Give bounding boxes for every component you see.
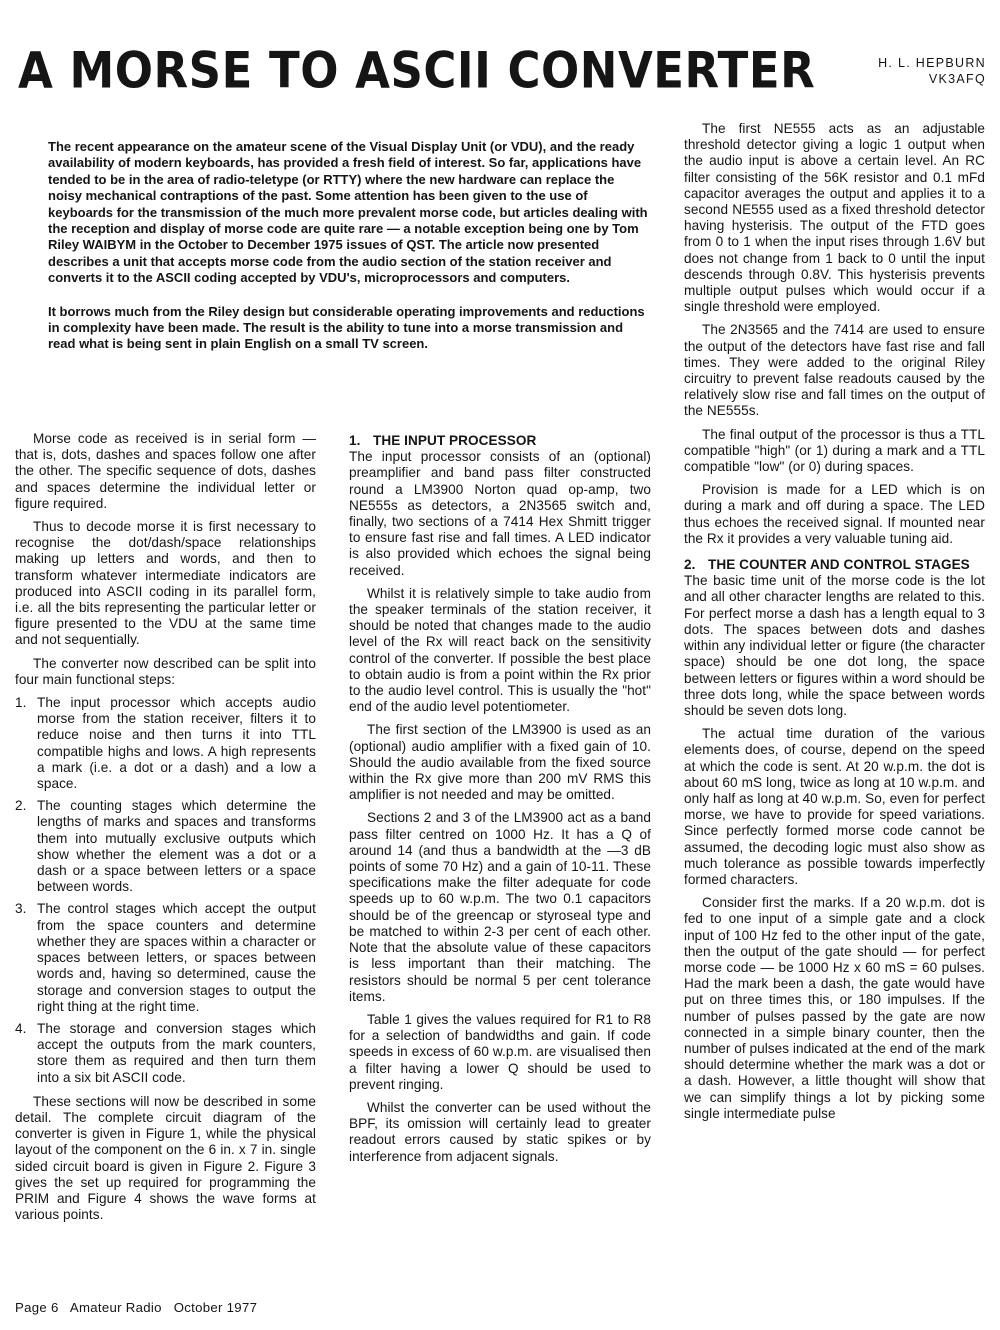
column-1 bbox=[15, 431, 316, 1230]
body-paragraph: Consider first the marks. If a 20 w.p.m. dot is fed to one input of a simple gate and a clock input of 100 Hz fed to the other input of the gate, then the output of the gate should — for perfect morse code — be 1000 Hz x 60 mS = 60 pulses. Had the mark been a dash, the gate would have put on three times this, or 180 impulses. If the number of pulses passed by the gate are now connected in a simple binary counter, then the number of pulses indicated at the end of the mark should determine whether the mark was a dot or a dash. However, a little thought will show that we can simplify things a lot by picking some single intermediate pulse bbox=[684, 895, 985, 1121]
byline bbox=[878, 55, 986, 87]
section-number: 1. bbox=[349, 433, 361, 448]
abstract bbox=[48, 139, 648, 370]
list-item-number: 1. bbox=[15, 695, 27, 711]
section-number: 2. bbox=[684, 557, 696, 573]
issue-date: October 1977 bbox=[173, 1300, 258, 1315]
author-callsign: VK3AFQ bbox=[928, 72, 986, 86]
body-paragraph: The actual time duration of the various elements does, of course, depend on the speed at which the code is sent. At 20 w.p.m. the dot is about 60 mS long, twice as long at 10 w.p.m. and only half as long at 40 w.p.m. So, even for perfect morse, we have to provide for speed variations. Since perfectly formed morse code cannot be assumed, the decoding logic must also show as much tolerance as possible towards imperfectly formed characters. bbox=[684, 726, 985, 887]
body-paragraph: The basic time unit of the morse code is the lot and all other character lengths are related to this. For perfect morse a dash has a length equal to 3 dots. The spaces between dots and dashes within any individual letter or figure (the character space) should be one dot long, the space between letters or figures within a word should be three dots long, while the space between words should be seven dots long. bbox=[684, 573, 985, 718]
body-paragraph: The first section of the LM3900 is used as an (optional) audio amplifier with a fixed gain of 10. Should the audio available from the fixed source within the Rx give more than 200 mV RMS this amplifier is not needed and may be omitted. bbox=[349, 722, 651, 803]
list-item-text: The counting stages which determine the lengths of marks and spaces and transforms them into mutually exclusive outputs which show whether the element was a dot or a dash or a space between letters or a space between words. bbox=[37, 798, 316, 895]
abstract-paragraph: The recent appearance on the amateur scene of the Visual Display Unit (or VDU), and the ready availability of modern keyboards, has provided a fresh field of interest. So far, applications have tended to be in the area of radio-teletype (or RTTY) where the new hardware can replace the noisy mechanical contraptions of the past. Some attention has been given to the use of keyboards for the transmission of the much more prevalent morse code, but articles dealing with the reception and display of morse code are quite rare — a notable exception being one by Tom Riley WAIBYM in the October to December 1975 issues of QST. The article now presented describes a unit that accepts morse code from the audio section of the station receiver and converts it to the ASCII coding accepted by VDU's, microprocessors and computers. bbox=[48, 139, 648, 286]
body-paragraph: Thus to decode morse it is first necessary to recognise the dot/dash/space relationships making up letters and words, and then to transform whatever intermediate indicators are produced into ASCII coding in its parallel form, i.e. all the bits representing the particular letter or figure presented to the VDU at the same time and not sequentially. bbox=[15, 519, 316, 648]
abstract-paragraph: It borrows much from the Riley design but considerable operating improvements and reductions in complexity have been made. The result is the ability to tune into a morse transmission and read what is being sent in plain English on a small TV screen. bbox=[48, 303, 645, 352]
list-item-text: The input processor which accepts audio morse from the station receiver, filters it to reduce noise and then turns it into TTL compatible highs and lows. A high represents a mark (i.e. a dot or a dash) and a low a space. bbox=[37, 695, 316, 792]
page-number: Page 6 bbox=[15, 1300, 59, 1315]
body-paragraph: Provision is made for a LED which is on during a mark and off during a space. The LED thus echoes the received signal. If mounted near the Rx it provides a very valuable tuning aid. bbox=[684, 482, 985, 546]
list-item bbox=[15, 1021, 316, 1086]
author-name: H. L. HEPBURN bbox=[878, 56, 986, 70]
section-title: THE INPUT PROCESSOR bbox=[373, 433, 537, 448]
list-item-number: 2. bbox=[15, 798, 27, 814]
column-2 bbox=[349, 433, 651, 1172]
article-title: A MORSE TO ASCII CONVERTER bbox=[18, 41, 816, 100]
page-footer bbox=[15, 1300, 265, 1315]
body-paragraph: These sections will now be described in some detail. The complete circuit diagram of the converter is given in Figure 1, while the physical layout of the component on the 6 in. x 7 in. single sided circuit board is given in Figure 2. Figure 3 gives the set up required for programming the PRIM and Figure 4 shows the wave forms at various points. bbox=[15, 1093, 316, 1223]
list-item-number: 3. bbox=[15, 901, 27, 917]
functional-steps-list bbox=[15, 695, 316, 1086]
magazine-name: Amateur Radio bbox=[69, 1300, 162, 1315]
body-paragraph: Whilst the converter can be used without the BPF, its omission will certainly lead to greater readout errors caused by static spikes or by interference from adjacent signals. bbox=[349, 1099, 651, 1164]
list-item-text: The control stages which accept the output from the space counters and determine whether they are spaces within a character or spaces between letters, or spaces between words and, having so determined, cause the storage and conversion stages to output the right thing at the right time. bbox=[37, 901, 316, 1014]
section-heading bbox=[349, 433, 651, 449]
column-3 bbox=[684, 121, 985, 1129]
list-item bbox=[15, 695, 316, 792]
body-paragraph: Whilst it is relatively simple to take audio from the speaker terminals of the station receiver, it should be noted that changes made to the audio level of the Rx will react back on the sensitivity control of the converter. If possible the best place to obtain audio is from a point within the Rx prior to the audio level control. This is usually the "hot" end of the audio level potentiometer. bbox=[349, 585, 651, 715]
section-title: THE COUNTER AND CONTROL STAGES bbox=[708, 557, 970, 573]
body-paragraph: The final output of the processor is thus a TTL compatible "high" (or 1) during a mark and a TTL compatible "low" (or 0) during spaces. bbox=[684, 426, 985, 475]
body-paragraph: Sections 2 and 3 of the LM3900 act as a band pass filter centred on 1000 Hz. It has a Q of around 14 (and thus a bandwidth at the —3 dB points of some 70 Hz) and a gain of 10-11. These specifications make the filter adequate for code speeds up to 60 w.p.m. The two 0.1 capacitors should be of the greencap or styroseal type and be matched to within 2-3 per cent of each other. Note that the absolute value of these capacitors is less important than their matching. The resistors should be normal 5 per cent tolerance items. bbox=[349, 810, 651, 1004]
body-paragraph: The 2N3565 and the 7414 are used to ensure the output of the detectors have fast rise and fall times. They were added to the original Riley circuitry to prevent false readouts caused by the relatively slow rise and fall times on the output of the NE555s. bbox=[684, 322, 985, 419]
body-paragraph: Morse code as received is in serial form — that is, dots, dashes and spaces follow one after the other. The specific sequence of dots, dashes and spaces determine the individual letter or figure required. bbox=[15, 431, 316, 511]
body-paragraph: Table 1 gives the values required for R1 to R8 for a selection of bandwidths and gain. If code speeds in excess of 60 w.p.m. are visualised then a filter having a lower Q should be used to prevent ringing. bbox=[349, 1011, 651, 1092]
list-item-number: 4. bbox=[15, 1020, 27, 1036]
list-item-text: The storage and conversion stages which accept the outputs from the mark counters, store them as required and then turn them into a six bit ASCII code. bbox=[37, 1020, 316, 1085]
list-item bbox=[15, 901, 316, 1014]
list-item bbox=[15, 798, 316, 895]
body-paragraph: The input processor consists of an (optional) preamplifier and band pass filter constructed round a LM3900 Norton quad op-amp, two NE555s as detectors, a 2N3565 switch and, finally, two sections of a 7414 Hex Shmitt trigger to ensure fast rise and fall times. A LED indicator is also provided which echoes the signal being received. bbox=[349, 449, 651, 578]
body-paragraph: The first NE555 acts as an adjustable threshold detector giving a logic 1 output when the audio input is above a certain level. An RC filter consisting of the 56K resistor and 0.1 mFd capacitor averages the output and applies it to a second NE555 used as a fixed threshold detector having hysterisis. The output of the FTD goes from 0 to 1 when the input rises through 1.6V but does not change from 1 back to 0 until the input descends through 0.8V. This hysterisis prevents multiple output pulses which would occur if a single threshold were employed. bbox=[684, 121, 985, 315]
section-heading bbox=[684, 557, 985, 573]
body-paragraph: The converter now described can be split into four main functional steps: bbox=[15, 655, 316, 687]
